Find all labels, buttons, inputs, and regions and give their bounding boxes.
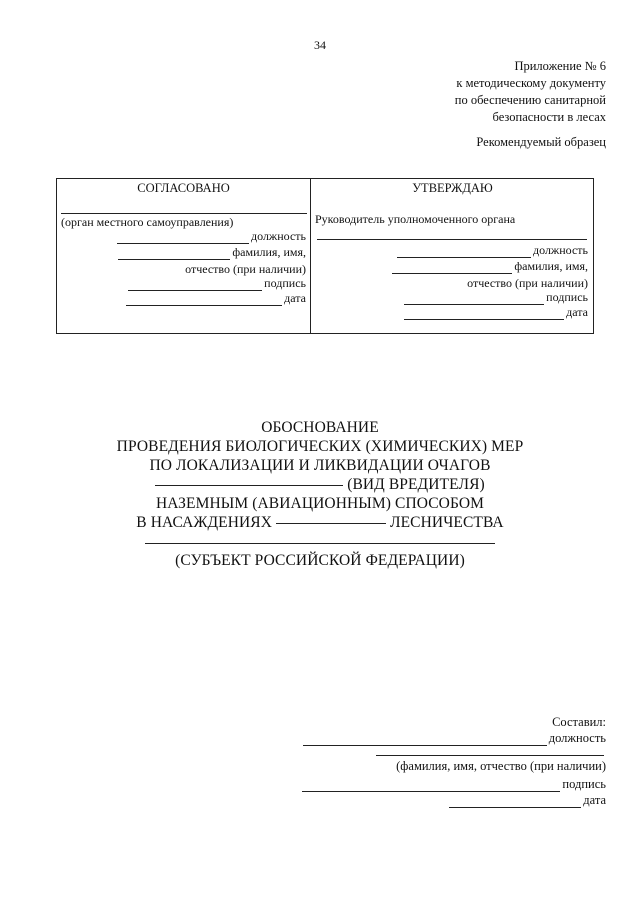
document-title — [0, 418, 640, 570]
approve-date-line — [404, 319, 564, 320]
approve-head-label: Руководитель уполномоченного органа — [315, 212, 516, 226]
compiled-position-label: должность — [548, 731, 606, 745]
approval-table — [56, 178, 594, 334]
compiled-name-line-row — [376, 755, 606, 756]
agreed-signature-field — [128, 276, 306, 291]
appendix-line-1: Приложение № 6 — [514, 59, 606, 73]
approve-signature-label: подпись — [546, 290, 588, 304]
approve-date-field — [404, 305, 588, 320]
compiled-label: Составил: — [552, 715, 606, 729]
agreed-position-line — [117, 243, 249, 244]
approve-date-label: дата — [566, 305, 588, 319]
agreed-signature-label: подпись — [264, 276, 306, 290]
title-line-7: (СУБЪЕКТ РОССИЙСКОЙ ФЕДЕРАЦИИ) — [175, 552, 465, 569]
pest-type-label: (ВИД ВРЕДИТЕЛЯ) — [347, 476, 485, 493]
compiled-date-line — [449, 807, 581, 808]
agreed-name-line — [118, 259, 230, 260]
compiled-signature-field — [302, 777, 606, 792]
agreed-position-field — [117, 229, 306, 244]
appendix-line-2: к методическому документу — [456, 76, 606, 90]
pest-type-line — [155, 485, 343, 486]
agreed-heading: СОГЛАСОВАНО — [137, 181, 230, 195]
title-line-1: ОБОСНОВАНИЕ — [261, 419, 379, 436]
compiled-date-label: дата — [583, 793, 606, 807]
agreed-name-label: фамилия, имя, — [232, 245, 306, 259]
page-number: 34 — [314, 38, 326, 52]
compiled-name-line — [376, 755, 604, 756]
approve-name-line — [392, 273, 512, 274]
compiled-by-block — [276, 715, 606, 815]
forestry-label: ЛЕСНИЧЕСТВА — [390, 514, 504, 531]
approve-position-line — [397, 257, 531, 258]
approve-patronymic-label: отчество (при наличии) — [467, 276, 588, 290]
approve-heading: УТВЕРЖДАЮ — [412, 181, 493, 195]
agreed-patronymic-label: отчество (при наличии) — [185, 262, 306, 276]
appendix-line-4: безопасности в лесах — [492, 110, 606, 124]
agreed-name-field — [118, 245, 306, 260]
agreed-position-label: должность — [251, 229, 306, 243]
compiled-name-label: (фамилия, имя, отчество (при наличии) — [396, 759, 606, 773]
subject-name-line — [145, 543, 495, 544]
sample-label: Рекомендуемый образец — [476, 135, 606, 149]
title-line-2: ПРОВЕДЕНИЯ БИОЛОГИЧЕСКИХ (ХИМИЧЕСКИХ) МЕР — [116, 438, 524, 455]
compiled-position-field — [303, 731, 606, 746]
agreed-column — [57, 179, 310, 333]
title-line-3: ПО ЛОКАЛИЗАЦИИ И ЛИКВИДАЦИИ ОЧАГОВ — [149, 457, 491, 474]
plantings-label: В НАСАЖДЕНИЯХ — [136, 514, 273, 531]
title-line-subject-blank — [0, 532, 640, 551]
title-line-5: НАЗЕМНЫМ (АВИАЦИОННЫМ) СПОСОБОМ — [155, 495, 485, 512]
title-line-4 — [0, 475, 640, 494]
compiled-signature-line — [302, 791, 560, 792]
approve-position-field — [397, 243, 588, 258]
appendix-header — [455, 58, 606, 126]
agreed-date-label: дата — [284, 291, 306, 305]
title-line-6 — [0, 513, 640, 532]
approve-name-label: фамилия, имя, — [514, 259, 588, 273]
appendix-line-3: по обеспечению санитарной — [454, 93, 606, 107]
compiled-date-field — [449, 793, 606, 808]
approve-signature-field — [404, 290, 588, 305]
agreed-org-label: (орган местного самоуправления) — [61, 215, 234, 229]
compiled-signature-label: подпись — [562, 777, 606, 791]
org-name-line — [61, 213, 307, 214]
approve-org-line — [317, 239, 587, 240]
agreed-date-field — [126, 291, 306, 306]
approve-column — [310, 179, 594, 333]
compiled-position-line — [303, 745, 547, 746]
approve-name-field — [392, 259, 588, 274]
agreed-date-line — [126, 305, 282, 306]
forestry-name-line — [276, 523, 386, 524]
approve-position-label: должность — [533, 243, 588, 257]
